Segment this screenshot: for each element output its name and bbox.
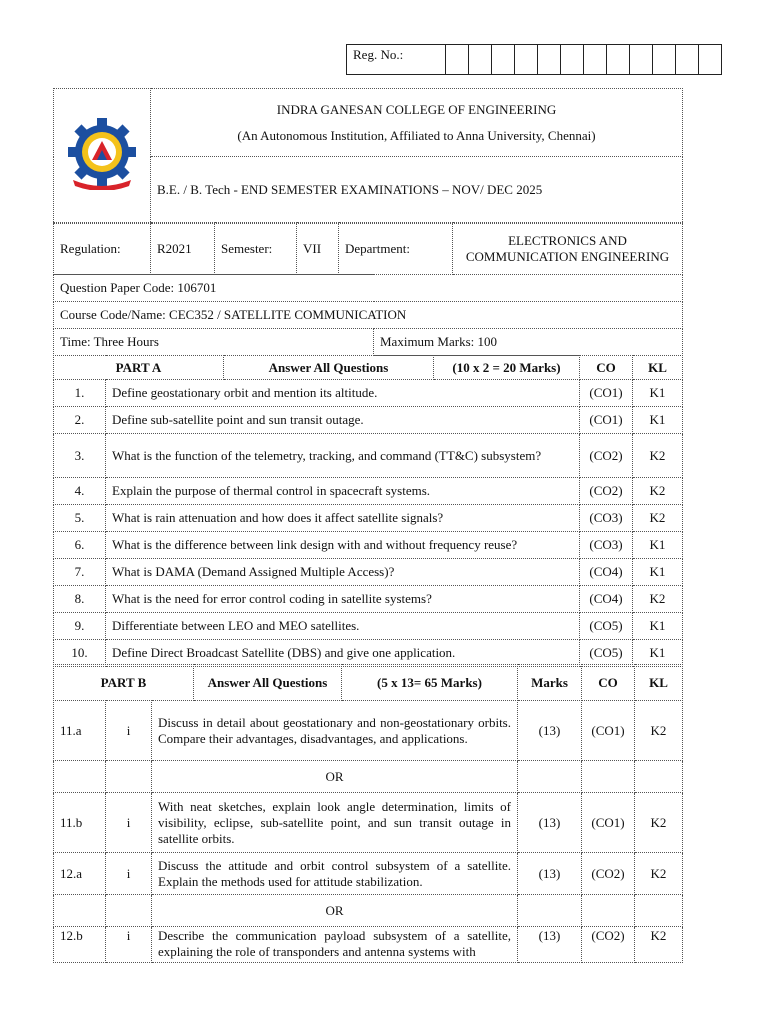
table-row — [54, 559, 683, 586]
course-name: Course Code/Name: CEC352 / SATELLITE COMMUNICATION — [54, 302, 683, 329]
kl-header: KL — [635, 665, 683, 701]
department-value: ELECTRONICS AND COMMUNICATION ENGINEERING — [453, 223, 683, 275]
reg-no-box — [346, 44, 722, 75]
maximum-marks: Maximum Marks: 100 — [374, 329, 683, 356]
question-co: (CO2) — [580, 434, 633, 478]
question-co: (CO1) — [580, 380, 633, 407]
question-co: (CO3) — [580, 532, 633, 559]
question-number: 3. — [54, 434, 106, 478]
question-co: (CO1) — [580, 407, 633, 434]
exam-header — [53, 88, 683, 224]
table-row — [54, 613, 683, 640]
blank-cell — [582, 895, 635, 927]
marks-header: Marks — [518, 665, 582, 701]
question-number: 12.b — [54, 927, 106, 963]
semester-value: VII — [297, 223, 339, 275]
college-gear-logo-icon — [65, 118, 139, 190]
reg-no-cell[interactable] — [538, 45, 561, 75]
question-co: (CO1) — [582, 701, 635, 761]
question-text: Define Direct Broadcast Satellite (DBS) and give one application. — [106, 640, 580, 667]
reg-no-cell[interactable] — [561, 45, 584, 75]
or-label: OR — [152, 895, 518, 927]
question-text: With neat sketches, explain look angle determination, limits of visibility, eclipse, sub-satellite point, and sun transit outage in satellite orbits. — [152, 793, 518, 853]
sub-question: i — [106, 927, 152, 963]
reg-no-cell[interactable] — [676, 45, 699, 75]
question-kl: K1 — [633, 532, 683, 559]
part-a-marks: (10 x 2 = 20 Marks) — [434, 356, 580, 380]
sub-question: i — [106, 853, 152, 895]
regulation-label: Regulation: — [54, 223, 151, 275]
sub-question: i — [106, 793, 152, 853]
reg-no-cell[interactable] — [492, 45, 515, 75]
question-text: Define sub-satellite point and sun transit outage. — [106, 407, 580, 434]
blank-cell — [518, 761, 582, 793]
question-kl: K1 — [633, 613, 683, 640]
sub-question: i — [106, 701, 152, 761]
or-row — [54, 761, 683, 793]
semester-label: Semester: — [215, 223, 297, 275]
question-number: 1. — [54, 380, 106, 407]
co-header: CO — [580, 356, 633, 380]
question-co: (CO3) — [580, 505, 633, 532]
exam-duration: Time: Three Hours — [54, 329, 374, 356]
table-row — [54, 478, 683, 505]
question-marks: (13) — [518, 793, 582, 853]
question-co: (CO4) — [580, 586, 633, 613]
question-number: 4. — [54, 478, 106, 505]
part-b-questions — [53, 700, 683, 963]
or-label: OR — [152, 761, 518, 793]
question-kl: K1 — [633, 380, 683, 407]
question-number: 9. — [54, 613, 106, 640]
question-number: 8. — [54, 586, 106, 613]
question-co: (CO4) — [580, 559, 633, 586]
table-row — [54, 793, 683, 853]
question-text: Describe the communication payload subsystem of a satellite, explaining the role of transponders and antenna systems with — [152, 927, 518, 963]
question-text: What is the function of the telemetry, tracking, and command (TT&C) subsystem? — [106, 434, 580, 478]
table-row — [54, 701, 683, 761]
question-text: Differentiate between LEO and MEO satellites. — [106, 613, 580, 640]
table-row — [54, 505, 683, 532]
question-number: 5. — [54, 505, 106, 532]
question-number: 10. — [54, 640, 106, 667]
question-text: What is rain attenuation and how does it affect satellite signals? — [106, 505, 580, 532]
table-row — [54, 927, 683, 963]
blank-cell — [635, 895, 683, 927]
table-row — [54, 434, 683, 478]
regulation-value: R2021 — [151, 223, 215, 275]
question-text: What is the difference between link design with and without frequency reuse? — [106, 532, 580, 559]
blank-cell — [582, 761, 635, 793]
question-kl: K2 — [633, 478, 683, 505]
question-text: Discuss in detail about geostationary and non-geostationary orbits. Compare their advantages, disadvantages, and applications. — [152, 701, 518, 761]
or-row — [54, 895, 683, 927]
question-kl: K1 — [633, 407, 683, 434]
reg-no-cell[interactable] — [469, 45, 492, 75]
blank-cell — [106, 895, 152, 927]
question-kl: K2 — [633, 505, 683, 532]
blank-cell — [54, 895, 106, 927]
part-b-header — [53, 664, 683, 701]
reg-no-cell[interactable] — [630, 45, 653, 75]
question-co: (CO5) — [580, 613, 633, 640]
kl-header: KL — [633, 356, 683, 380]
part-b-instruction: Answer All Questions — [194, 665, 342, 701]
exam-meta — [53, 222, 683, 275]
question-number: 11.a — [54, 701, 106, 761]
question-co: (CO1) — [582, 793, 635, 853]
question-kl: K2 — [635, 853, 683, 895]
question-kl: K2 — [635, 927, 683, 963]
question-co: (CO2) — [582, 853, 635, 895]
co-header: CO — [582, 665, 635, 701]
reg-no-cell[interactable] — [653, 45, 676, 75]
question-kl: K2 — [635, 793, 683, 853]
question-kl: K2 — [635, 701, 683, 761]
question-number: 6. — [54, 532, 106, 559]
question-co: (CO5) — [580, 640, 633, 667]
blank-cell — [518, 895, 582, 927]
college-name-cell — [151, 89, 683, 157]
reg-no-cell[interactable] — [607, 45, 630, 75]
reg-no-cell[interactable] — [584, 45, 607, 75]
blank-cell — [106, 761, 152, 793]
college-logo — [54, 89, 151, 224]
question-number: 7. — [54, 559, 106, 586]
question-text: What is the need for error control coding in satellite systems? — [106, 586, 580, 613]
question-paper-code: Question Paper Code: 106701 — [54, 275, 683, 302]
table-row — [54, 640, 683, 667]
part-b-title: PART B — [54, 665, 194, 701]
question-text: Explain the purpose of thermal control in spacecraft systems. — [106, 478, 580, 505]
question-number: 12.a — [54, 853, 106, 895]
part-a-title: PART A — [54, 356, 224, 380]
question-co: (CO2) — [582, 927, 635, 963]
exam-info — [53, 274, 683, 356]
question-kl: K2 — [633, 434, 683, 478]
blank-cell — [54, 761, 106, 793]
reg-no-cell[interactable] — [515, 45, 538, 75]
question-kl: K2 — [633, 586, 683, 613]
question-text: Define geostationary orbit and mention its altitude. — [106, 380, 580, 407]
college-name: INDRA GANESAN COLLEGE OF ENGINEERING — [276, 101, 557, 117]
question-text: Discuss the attitude and orbit control subsystem of a satellite. Explain the methods used for attitude stabilization. — [152, 853, 518, 895]
table-row — [54, 380, 683, 407]
blank-cell — [635, 761, 683, 793]
question-kl: K1 — [633, 559, 683, 586]
part-b-marks: (5 x 13= 65 Marks) — [342, 665, 518, 701]
reg-no-label: Reg. No.: — [347, 45, 446, 75]
reg-no-cell[interactable] — [699, 45, 722, 75]
question-marks: (13) — [518, 927, 582, 963]
question-marks: (13) — [518, 701, 582, 761]
table-row — [54, 586, 683, 613]
reg-no-cell[interactable] — [446, 45, 469, 75]
part-a-instruction: Answer All Questions — [224, 356, 434, 380]
question-co: (CO2) — [580, 478, 633, 505]
question-marks: (13) — [518, 853, 582, 895]
department-label: Department: — [339, 223, 453, 275]
question-number: 2. — [54, 407, 106, 434]
part-a-questions — [53, 379, 683, 667]
table-row — [54, 532, 683, 559]
table-row — [54, 407, 683, 434]
table-row — [54, 853, 683, 895]
question-text: What is DAMA (Demand Assigned Multiple Access)? — [106, 559, 580, 586]
question-number: 11.b — [54, 793, 106, 853]
exam-title: B.E. / B. Tech - END SEMESTER EXAMINATIONS – NOV/ DEC 2025 — [151, 157, 683, 224]
college-affiliation: (An Autonomous Institution, Affiliated to Anna University, Chennai) — [237, 127, 596, 143]
question-kl: K1 — [633, 640, 683, 667]
part-a-table — [53, 355, 683, 380]
